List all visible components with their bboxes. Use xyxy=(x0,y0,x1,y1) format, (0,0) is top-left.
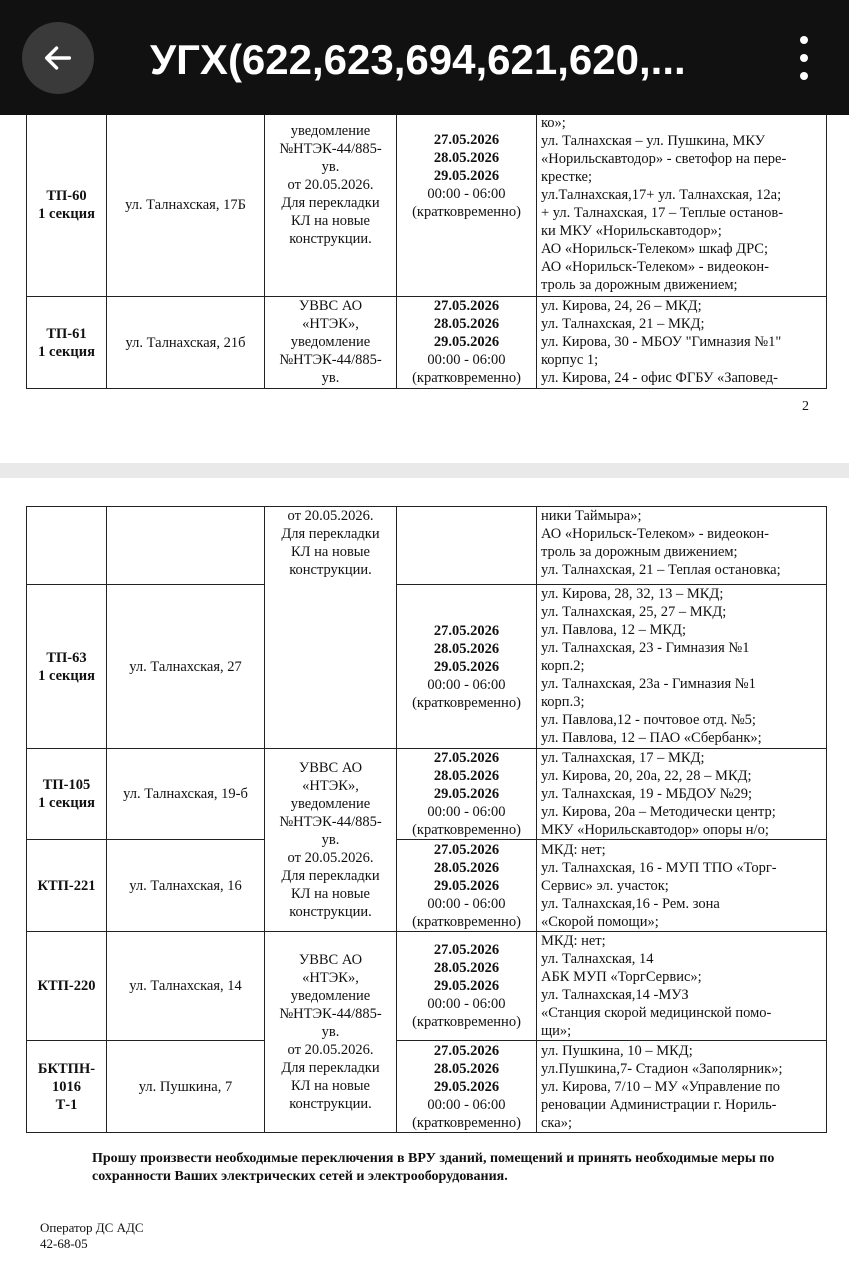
objects-cell: ул. Кирова, 24, 26 – МКД; ул. Талнахская, 21 – МКД; ул. Кирова, 30 - МБОУ "Гимназия №1" корпус 1; ул. Кирова, 24 - офис ФГБУ «Заповед- xyxy=(537,297,827,389)
document-page-2 xyxy=(0,478,849,1280)
organization-cell: уведомление №НТЭК-44/885- ув. от 20.05.2026. Для перекладки КЛ на новые конструкции. xyxy=(265,115,397,297)
date-cell: 27.05.2026 28.05.2026 29.05.2026 00:00 - 06:00 (кратковременно) xyxy=(397,115,537,297)
organization-cell: УВВС АО «НТЭК», уведомление №НТЭК-44/885- ув. от 20.05.2026. Для перекладки КЛ на новые конструкции. xyxy=(265,749,397,932)
date-cell: 27.05.2026 28.05.2026 29.05.2026 00:00 - 06:00 (кратковременно) xyxy=(397,932,537,1041)
objects-cell: МКД: нет; ул. Талнахская, 16 - МУП ТПО «Торг- Сервис» эл. участок; ул. Талнахская,16 - Рем. зона «Скорой помощи»; xyxy=(537,840,827,932)
address-cell: ул. Пушкина, 7 xyxy=(107,1041,265,1133)
closing-notice: Прошу произвести необходимые переключения в ВРУ зданий, помещений и принять необходимые меры по сохранности Ваших электрических сетей и электрооборудования. xyxy=(92,1151,775,1184)
substation-cell: ТП-63 1 секция xyxy=(27,585,107,749)
address-cell: ул. Талнахская, 17Б xyxy=(107,115,265,297)
outage-table-page-2 xyxy=(26,506,827,1133)
organization-cell: от 20.05.2026. Для перекладки КЛ на новые конструкции. xyxy=(265,507,397,749)
operator-signature: Оператор ДС АДС 42-68-05 xyxy=(40,1220,144,1251)
substation-cell: ТП-105 1 секция xyxy=(27,749,107,840)
table-row xyxy=(27,115,827,297)
date-cell: 27.05.2026 28.05.2026 29.05.2026 00:00 - 06:00 (кратковременно) xyxy=(397,585,537,749)
date-cell: 27.05.2026 28.05.2026 29.05.2026 00:00 - 06:00 (кратковременно) xyxy=(397,297,537,389)
date-cell: 27.05.2026 28.05.2026 29.05.2026 00:00 - 06:00 (кратковременно) xyxy=(397,840,537,932)
organization-cell: УВВС АО «НТЭК», уведомление №НТЭК-44/885- ув. xyxy=(265,297,397,389)
document-title: УГХ(622,623,694,621,620,... xyxy=(150,36,686,83)
substation-cell: БКТПН- 1016 Т-1 xyxy=(27,1041,107,1133)
substation-cell: КТП-220 xyxy=(27,932,107,1041)
more-vert-icon xyxy=(800,36,808,44)
address-cell: ул. Талнахская, 16 xyxy=(107,840,265,932)
objects-cell: ко»; ул. Талнахская – ул. Пушкина, МКУ «Норильскавтодор» - светофор на пере- крестке; ул.Талнахская,17+ ул. Талнахская, 12а; + ул. Талнахская, 17 – Теплые останов- ки МКУ «Норильскавтодор»; АО «Норильск-Телеком» шкаф ДРС; АО «Норильск-Телеком» - видеокон- троль за дорожным движением; xyxy=(537,115,827,297)
objects-cell: МКД: нет; ул. Талнахская, 14 АБК МУП «ТоргСервис»; ул. Талнахская,14 -МУЗ «Станция скорой медицинской помо- щи»; xyxy=(537,932,827,1041)
objects-cell: ул. Пушкина, 10 – МКД; ул.Пушкина,7- Стадион «Заполярник»; ул. Кирова, 7/10 – МУ «Управление по реновации Администрации г. Нориль- ска»; xyxy=(537,1041,827,1133)
table-row xyxy=(27,507,827,585)
address-cell xyxy=(107,507,265,585)
substation-cell xyxy=(27,507,107,585)
app-bar xyxy=(0,0,849,115)
table-row xyxy=(27,932,827,1041)
objects-cell: ул. Кирова, 28, 32, 13 – МКД; ул. Талнахская, 25, 27 – МКД; ул. Павлова, 12 – МКД; ул. Талнахская, 23 - Гимназия №1 корп.2; ул. Талнахская, 23а - Гимназия №1 корп.3; ул. Павлова,12 - почтовое отд. №5; ул. Павлова, 12 – ПАО «Сбербанк»; xyxy=(537,585,827,749)
back-button[interactable] xyxy=(22,22,94,94)
outage-table-page-1 xyxy=(26,115,827,389)
address-cell: ул. Талнахская, 19-б xyxy=(107,749,265,840)
document-page-1 xyxy=(0,115,849,463)
substation-cell: КТП-221 xyxy=(27,840,107,932)
address-cell: ул. Талнахская, 21б xyxy=(107,297,265,389)
address-cell: ул. Талнахская, 14 xyxy=(107,932,265,1041)
objects-cell: ники Таймыра»; АО «Норильск-Телеком» - видеокон- троль за дорожным движением; ул. Талнахская, 21 – Теплая остановка; xyxy=(537,507,827,585)
substation-cell: ТП-60 1 секция xyxy=(27,115,107,297)
date-cell: 27.05.2026 28.05.2026 29.05.2026 00:00 - 06:00 (кратковременно) xyxy=(397,749,537,840)
address-cell: ул. Талнахская, 27 xyxy=(107,585,265,749)
table-row xyxy=(27,749,827,840)
arrow-left-icon xyxy=(41,41,75,75)
more-options-button[interactable] xyxy=(786,36,822,80)
date-cell: 27.05.2026 28.05.2026 29.05.2026 00:00 - 06:00 (кратковременно) xyxy=(397,1041,537,1133)
page-number: 2 xyxy=(802,399,809,414)
table-row xyxy=(27,840,827,932)
table-row xyxy=(27,297,827,389)
table-row xyxy=(27,1041,827,1133)
table-row xyxy=(27,585,827,749)
objects-cell: ул. Талнахская, 17 – МКД; ул. Кирова, 20, 20а, 22, 28 – МКД; ул. Талнахская, 19 - МБДОУ №29; ул. Кирова, 20а – Методически центр; МКУ «Норильскавтодор» опоры н/о; xyxy=(537,749,827,840)
substation-cell: ТП-61 1 секция xyxy=(27,297,107,389)
organization-cell: УВВС АО «НТЭК», уведомление №НТЭК-44/885- ув. от 20.05.2026. Для перекладки КЛ на новые конструкции. xyxy=(265,932,397,1133)
date-cell xyxy=(397,507,537,585)
